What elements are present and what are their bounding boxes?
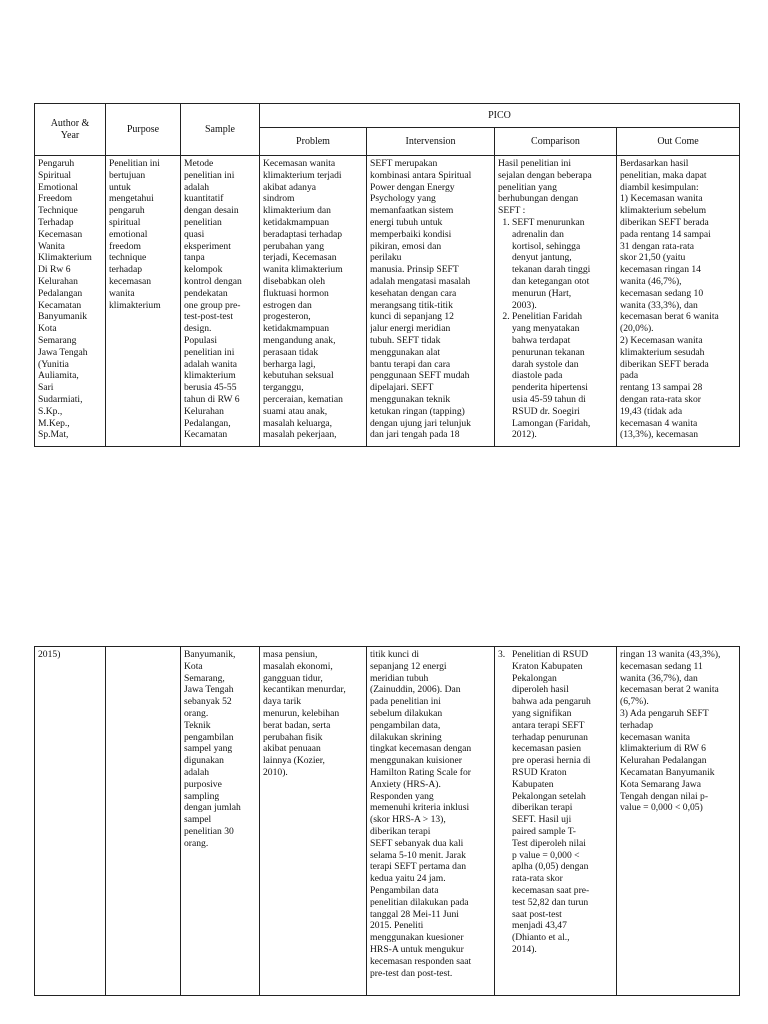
header-sample: Sample [181,104,260,156]
comparison-item-number: 3. [498,649,506,660]
header-purpose: Purpose [106,104,181,156]
pico-table-page-2 [34,646,740,996]
comparison-item-2: 2. Penelitian Faridah yang menyatakan bahwa terdapat penurunan tekanan darah systole dan diastole pada penderita hipertensi usia 45-59 tahun di RSUD dr. Soegiri Lamongan (Faridah, 2012). [512,311,613,441]
comparison-intro: Hasil penelitian ini sejalan dengan beberapa penelitian yang berhubungan dengan SEFT : [498,158,592,217]
header-pico: PICO [260,104,740,128]
cell-comparison [495,647,617,996]
cell-purpose [106,647,181,996]
cell-problem: masa pensiun, masalah ekonomi, gangguan tidur, kecantikan menurdar, daya tarik menurun, kelebihan berat badan, serta perubahan fisik akibat penuaan lainnya (Kozier, 2010). [260,647,367,996]
header-author-year: Author & Year [35,104,106,156]
cell-comparison [495,156,617,447]
cell-outcome: ringan 13 wanita (43,3%), kecemasan sedang 11 wanita (36,7%), dan kecemasan berat 2 wanita (6,7%). 3) Ada pengaruh SEFT terhadap kecemasan wanita klimakterium di RW 6 Kelurahan Pedalangan Kecamatan Banyumanik Kota Semarang Jawa Tengah dengan nilai p- value = 0,000 < 0,05) [617,647,740,996]
cell-author: Pengaruh Spiritual Emotional Freedom Technique Terhadap Kecemasan Wanita Klimakterium Di Rw 6 Kelurahan Pedalangan Kecamatan Banyumanik Kota Semarang Jawa Tengah (Yunitia Auliamita, Sari Sudarmiati, S.Kp., M.Kep., Sp.Mat, [35,156,106,447]
cell-intervension: titik kunci di sepanjang 12 energi meridian tubuh (Zainuddin, 2006). Dan pada penelitian ini sebelum dilakukan pengambilan data, dilakukan skrining tingkat kecemasan dengan menggunakan kuisioner Hamilton Rating Scale for Anxiety (HRS-A). Responden yang memenuhi kriteria inklusi (skor HRS-A > 13), diberikan terapi SEFT sebanyak dua kali selama 5-10 menit. Jarak terapi SEFT pertama dan kedua yaitu 24 jam. Pengambilan data penelitian dilakukan pada tanggal 28 Mei-11 Juni 2015. Peneliti menggunakan kuesioner HRS-A untuk mengukur kecemasan responden saat pre-test dan post-test. [367,647,495,996]
header-intervension: Intervension [367,128,495,156]
pico-table-page-1 [34,103,740,447]
cell-intervension: SEFT merupakan kombinasi antara Spiritual Power dengan Energy Psychology yang memanfaatkan sistem energi tubuh untuk memperbaiki kondisi pikiran, emosi dan perilaku manusia. Prinsip SEFT adalah mengatasi masalah kesehatan dengan cara merangsang titik-titik kunci di sepanjang 12 jalur energi meridian tubuh. SEFT tidak menggunakan alat bantu terapi dan cara penggunaan SEFT mudah dipelajari. SEFT menggunakan teknik ketukan ringan (tapping) dengan ujung jari telunjuk dan jari tengah pada 18 [367,156,495,447]
cell-sample: Banyumanik, Kota Semarang, Jawa Tengah sebanyak 52 orang. Teknik pengambilan sampel yang digunakan adalah purposive sampling dengan jumlah sampel penelitian 30 orang. [181,647,260,996]
cell-sample: Metode penelitian ini adalah kuantitatif dengan desain penelitian quasi eksperiment tanpa kelompok kontrol dengan pendekatan one group pre- test-post-test design. Populasi penelitian ini adalah wanita klimakterium berusia 45-55 tahun di RW 6 Kelurahan Pedalangan, Kecamatan [181,156,260,447]
comparison-item-3: Penelitian di RSUD Kraton Kabupaten Pekalongan diperoleh hasil bahwa ada pengaruh yang signifikan antara terapi SEFT terhadap penurunan kecemasan pasien pre operasi hernia di RSUD Kraton Kabupaten Pekalongan setelah diberikan terapi SEFT. Hasil uji paired sample T- Test diperoleh nilai p value = 0,000 < aplha (0,05) dengan rata-rata skor kecemasan saat pre- test 52,82 dan turun saat post-test menjadi 43,47 (Dhianto et al., 2014). [512,649,591,955]
header-problem: Problem [260,128,367,156]
cell-outcome: Berdasarkan hasil penelitian, maka dapat diambil kesimpulan: 1) Kecemasan wanita klimakterium sebelum diberikan SEFT berada pada rentang 14 sampai 31 dengan rata-rata skor 21,50 (yaitu kecemasan ringan 14 wanita (46,7%), kecemasan sedang 10 wanita (33,3%), dan kecemasan berat 6 wanita (20,0%). 2) Kecemasan wanita klimakterium sesudah diberikan SEFT berada pada rentang 13 sampai 28 dengan rata-rata skor 19,43 (tidak ada kecemasan 4 wanita (13,3%), kecemasan [617,156,740,447]
cell-problem: Kecemasan wanita klimakterium terjadi akibat adanya sindrom klimakterium dan ketidakmampuan beradaptasi terhadap perubahan yang terjadi, Kecemasan wanita klimakterium disebabkan oleh fluktuasi hormon estrogen dan progesteron, ketidakmampuan mengandung anak, perasaan tidak berharga lagi, kebutuhan seksual terganggu, perceraian, kematian suami atau anak, masalah keluarga, masalah pekerjaan, [260,156,367,447]
header-outcome: Out Come [617,128,740,156]
cell-purpose: Penelitian ini bertujuan untuk mengetahui pengaruh spiritual emotional freedom technique terhadap kecemasan wanita klimakterium [106,156,181,447]
cell-author: 2015) [35,647,106,996]
header-comparison: Comparison [495,128,617,156]
comparison-item-1: 1. SEFT menurunkan adrenalin dan kortisol, sehingga denyut jantung, tekanan darah tinggi dan ketegangan otot menurun (Hart, 2003). [512,217,613,311]
